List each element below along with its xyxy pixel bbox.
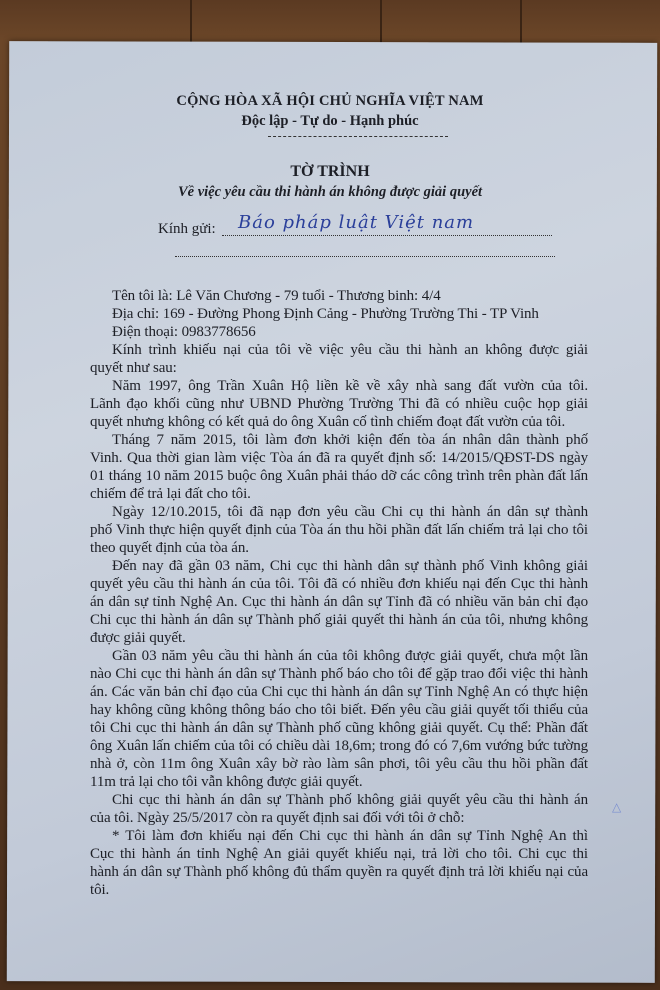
paragraph-line: tôi. bbox=[90, 882, 110, 898]
paragraph-line: hành án dân sự Thành phố không đủ thẩm quyền ra quyết định trả lời khiếu nại của bbox=[90, 864, 588, 880]
paragraph-line: quyết như sau: bbox=[90, 360, 177, 376]
nation-heading: CỘNG HÒA XÃ HỘI CHỦ NGHĨA VIỆT NAM bbox=[176, 93, 484, 109]
paragraph-line: hay không cũng không thông báo cho tôi biết. Đến yêu cầu giải quyết tối thiểu của bbox=[90, 702, 588, 718]
paragraph-line: Vinh. Qua thời gian làm việc Tòa án đã ra quyết định số: 14/2015/QĐST-DS ngày bbox=[90, 450, 588, 466]
paragraph-line: nào Chi cục thi hành án dân sự Thành phố báo cho tôi để gặp trao đổi việc thi hành bbox=[90, 666, 588, 682]
paragraph-line: 01 tháng 10 năm 2015 buộc ông Xuân phải tháo dỡ các công trình trên phàn đất lấn bbox=[90, 468, 588, 484]
paragraph-line: của tôi. Ngày 25/5/2017 còn ra quyết định sai đối với tôi ở chỗ: bbox=[90, 810, 465, 826]
paragraph-line: Ngày 12/10.2015, tôi đã nạp đơn yêu cầu Chi cụ thi hành án dân sự thành bbox=[112, 504, 588, 520]
paragraph-line: * Tôi làm đơn khiếu nại đến Chi cục thi hành án dân sự Tỉnh Nghệ An thì bbox=[112, 828, 588, 844]
paragraph-line: Tháng 7 năm 2015, tôi làm đơn khởi kiện đến tòa án nhân dân thành phố bbox=[112, 432, 588, 448]
paragraph-line: 11m trả lại cho tôi vẫn không được giải quyết. bbox=[90, 774, 363, 790]
paragraph-line: Chi cục thi hành án dân sự Thành phố giải quyết thi hành án của tôi, nhưng không bbox=[90, 612, 588, 628]
paragraph-line: Đến nay đã gần 03 năm, Chi cục thi hành dân sự thành phố Vinh không giải bbox=[112, 558, 588, 574]
paragraph-line: tôi Chi cục thi hành án dân sự Thành phố cũng không giải quyết. Cụ thể: Phần đất bbox=[90, 720, 588, 736]
paragraph-line: Năm 1997, ông Trần Xuân Hộ liền kề về xây nhà sang đất vườn của tôi. bbox=[112, 378, 588, 394]
divider bbox=[268, 136, 448, 137]
paragraph-line: quyết yêu cầu thi hành án của tôi. Tôi đã có nhiều đơn khiếu nại đến Cục thi hành bbox=[90, 576, 588, 592]
paragraph-line: Gần 03 năm yêu cầu thi hành án của tôi không được giải quyết, chưa một lần bbox=[112, 648, 588, 664]
paragraph-line: án dân sự tỉnh Nghệ An. Cục thi hành án dân sự Tỉnh đã có nhiều văn bản chỉ đạo bbox=[90, 594, 588, 610]
personal-info-line: Tên tôi là: Lê Văn Chương - 79 tuổi - Thương binh: 4/4 bbox=[112, 288, 441, 304]
motto: Độc lập - Tự do - Hạnh phúc bbox=[241, 113, 419, 129]
paragraph-line: chiếm để trả lại đất cho tôi. bbox=[90, 486, 251, 502]
pen-mark: △ bbox=[612, 800, 622, 814]
document-title: TỜ TRÌNH bbox=[290, 163, 370, 180]
paragraph-line: quyết nhưng không có kết quả do ông Xuân cố tình chiếm đoạt đất vườn của tôi. bbox=[90, 414, 566, 430]
paragraph-line: Chi cục thi hành án dân sự Thành phố không giải quyết yêu cầu thi hành án bbox=[112, 792, 588, 808]
document-subtitle: Về việc yêu cầu thi hành án không được giải quyết bbox=[177, 184, 483, 200]
paragraph-line: Lãnh đạo khối cũng như UBND Phường Trường Thi đã có nhiều cuộc họp giải bbox=[90, 396, 588, 412]
paragraph-line: được giải quyết. bbox=[90, 630, 186, 646]
dotted-line bbox=[175, 256, 555, 257]
paragraph-line: phố Vinh thực hiện quyết định của Tòa án thu hồi phần đất lấn chiếm trả lại cho tôi bbox=[90, 522, 588, 538]
paragraph-line: Kính trình khiếu nại của tôi về việc yêu cầu thi hành an không được giải bbox=[112, 342, 588, 358]
paragraph-line: nhà ở, còn 11m ông Xuân xây bờ rào làm sân phơi, tôi yêu cầu thu hồi phần đất bbox=[90, 756, 588, 772]
recipient-dotted-field bbox=[222, 235, 552, 236]
paragraph-line: án. Các văn bản chỉ đạo của Chi cục thi hành án dân sự Tỉnh Nghệ An có thực hiện bbox=[90, 684, 588, 700]
personal-info-line: Địa chỉ: 169 - Đường Phong Định Cảng - Phường Trường Thi - TP Vinh bbox=[112, 306, 539, 322]
personal-info-line: Điện thoại: 0983778656 bbox=[112, 324, 256, 340]
handwritten-recipient: Báo pháp luật Việt nam bbox=[238, 212, 475, 233]
paragraph-line: ông Xuân lấn chiếm của tôi có chiều dài 18,6m; trong đó có 7,6m vướng bức tường bbox=[90, 738, 588, 754]
recipient-label: Kính gửi: bbox=[158, 221, 216, 237]
paragraph-line: Cục thi hành án tỉnh Nghệ An giải quyết khiếu nại, trả lời cho tôi. Chi cục thi bbox=[90, 846, 588, 862]
document-body bbox=[90, 287, 588, 899]
paragraph-line: theo quyết định của tòa án. bbox=[90, 540, 249, 556]
